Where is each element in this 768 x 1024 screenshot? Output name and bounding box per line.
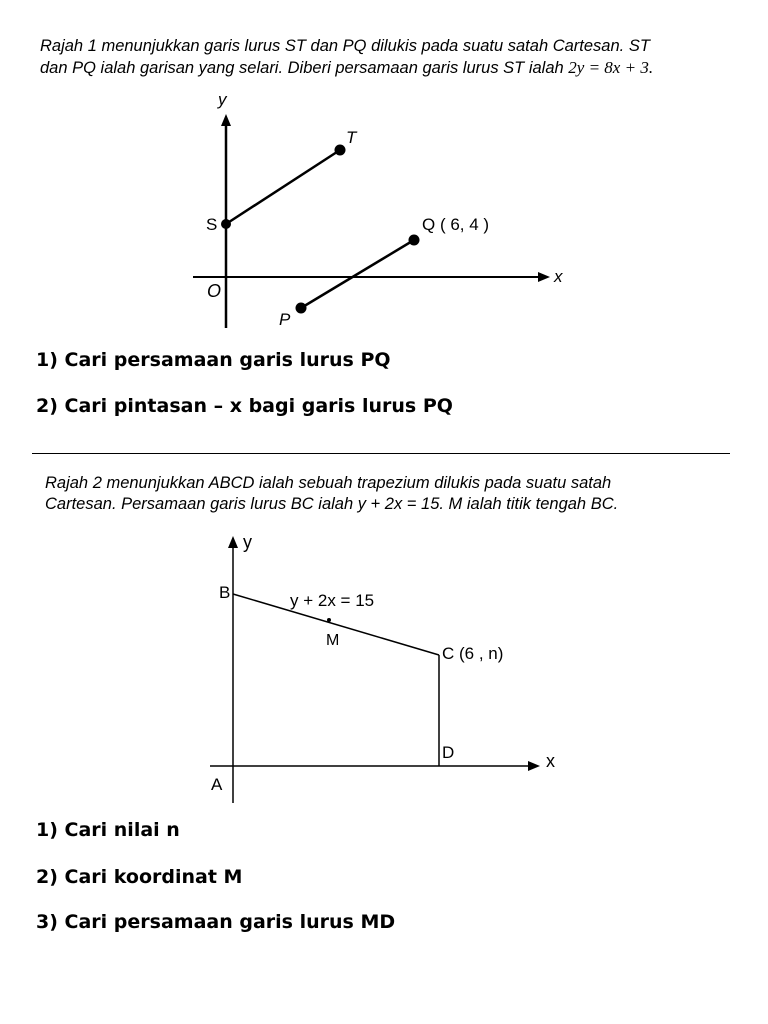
point-a-label: A — [211, 775, 223, 794]
fig2-x-arrow — [528, 761, 540, 771]
bc-equation-label: y + 2x = 15 — [290, 591, 375, 610]
point-t-dot — [335, 145, 346, 156]
problem2-question-2: 2) Cari koordinat M — [36, 866, 243, 888]
fig1-x-label: x — [554, 267, 563, 286]
point-d-label: D — [442, 743, 455, 762]
fig2-x-label: x — [546, 751, 555, 771]
problem2-intro — [45, 473, 618, 515]
fig1-x-arrow — [538, 272, 550, 282]
fig1-y-label: y — [218, 90, 227, 109]
line-st — [226, 150, 340, 224]
problem1-question-1: 1) Cari persamaan garis lurus PQ — [36, 349, 391, 371]
point-s-dot — [221, 219, 231, 229]
section-divider — [32, 453, 730, 454]
fig2-y-label: y — [243, 532, 252, 552]
figure-1-diagram — [180, 86, 600, 336]
problem1-question-2: 2) Cari pintasan – x bagi garis lurus PQ — [36, 395, 453, 417]
problem2-question-3: 3) Cari persamaan garis lurus MD — [36, 911, 396, 933]
point-c-label: C (6 , n) — [442, 644, 504, 663]
figure-2-diagram — [200, 525, 580, 815]
problem1-intro-line2-text: dan PQ ialah garisan yang selari. Diberi persamaan garis lurus ST ialah — [40, 59, 564, 77]
problem1-intro-line2 — [40, 57, 653, 79]
problem2-question-1: 1) Cari nilai n — [36, 819, 180, 841]
point-m-label: M — [326, 632, 340, 649]
fig1-y-arrow — [221, 114, 231, 126]
point-q-dot — [409, 235, 420, 246]
problem1-intro-line1: Rajah 1 menunjukkan garis lurus ST dan PQ dilukis pada suatu satah Cartesan. ST — [40, 37, 650, 55]
problem2-intro-line2: Cartesan. Persamaan garis lurus BC ialah y + 2x = 15. M ialah titik tengah BC. — [45, 495, 619, 513]
point-b-label: B — [219, 583, 231, 602]
point-t-label: T — [346, 128, 357, 147]
fig2-y-arrow — [228, 536, 238, 548]
st-equation: 2y = 8x + 3. — [568, 58, 654, 77]
point-m-dot — [327, 618, 331, 622]
point-p-label: P — [279, 310, 291, 329]
line-pq — [301, 240, 414, 308]
problem1-intro — [40, 36, 653, 79]
problem2-intro-line1: Rajah 2 menunjukkan ABCD ialah sebuah trapezium dilukis pada suatu satah — [45, 474, 612, 492]
point-s-label: S — [206, 215, 218, 234]
point-p-dot — [296, 303, 307, 314]
point-q-label: Q ( 6, 4 ) — [422, 215, 490, 234]
origin-label: O — [207, 281, 222, 301]
